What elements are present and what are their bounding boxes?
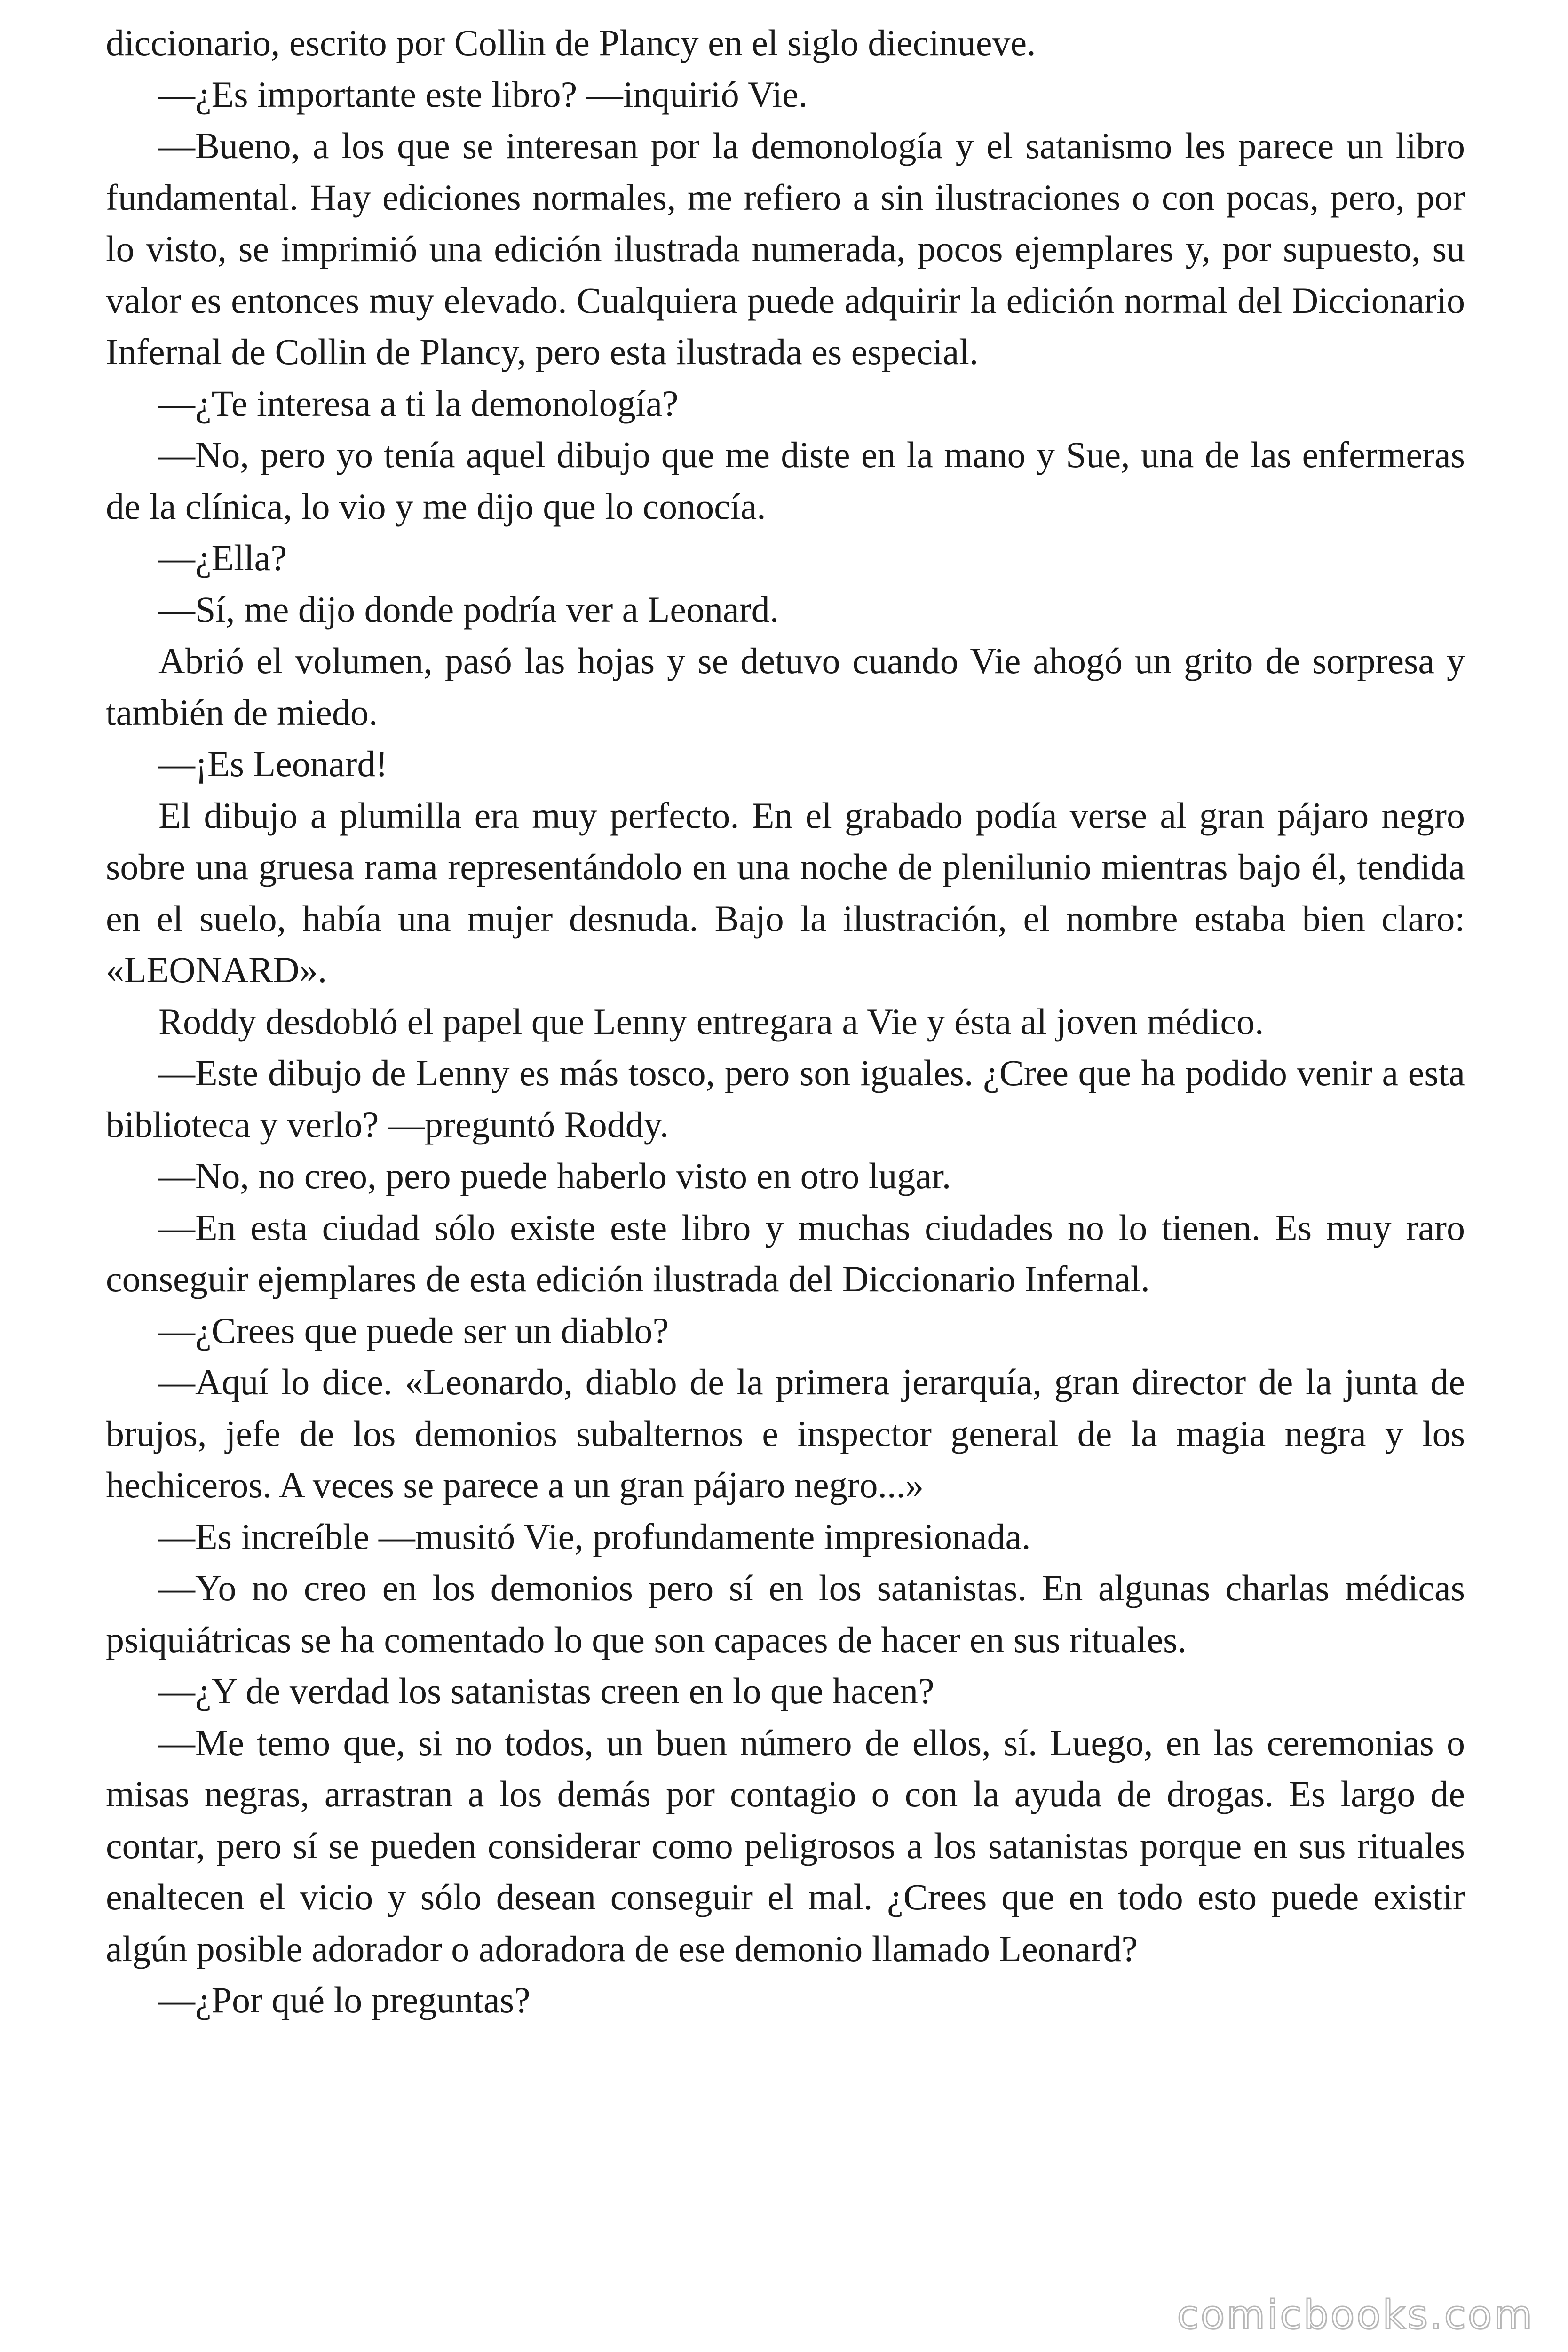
paragraph: El dibujo a plumilla era muy perfecto. En el grabado podía verse al gran pájaro negro sobre una gruesa rama representándolo en una noche de plenilunio mientras bajo él, tendida en el suelo, había una mujer desnuda. Bajo la ilustración, el nombre estaba bien claro: «LEONARD».	[106, 795, 1465, 990]
watermark: comicbooks.com	[1177, 2292, 1534, 2338]
paragraph: —¿Crees que puede ser un diablo?	[158, 1310, 669, 1351]
paragraph: Roddy desdobló el papel que Lenny entregara a Vie y ésta al joven médico.	[158, 1001, 1264, 1042]
paragraph: —No, pero yo tenía aquel dibujo que me diste en la mano y Sue, una de las enfermeras de la clínica, lo vio y me dijo que lo conocía.	[106, 434, 1465, 527]
paragraph: Abrió el volumen, pasó las hojas y se detuvo cuando Vie ahogó un grito de sorpresa y también de miedo.	[106, 640, 1465, 733]
paragraph: —Es increíble —musitó Vie, profundamente impresionada.	[158, 1516, 1031, 1557]
paragraph: —En esta ciudad sólo existe este libro y muchas ciudades no lo tienen. Es muy raro conseguir ejemplares de esta edición ilustrada del Diccionario Infernal.	[106, 1207, 1465, 1299]
paragraph: —Me temo que, si no todos, un buen número de ellos, sí. Luego, en las ceremonias o misas negras, arrastran a los demás por contagio o con la ayuda de drogas. Es largo de contar, pero sí se pueden considerar como peligrosos a los satanistas porque en sus rituales enaltecen el vicio y sólo desean conseguir el mal. ¿Crees que en todo esto puede existir algún posible adorador o adoradora de ese demonio llamado Leonard?	[106, 1722, 1465, 1969]
paragraph: —Bueno, a los que se interesan por la demonología y el satanismo les parece un libro fundamental. Hay ediciones normales, me refiero a sin ilustraciones o con pocas, pero, por lo visto, se imprimió una edición ilustrada numerada, pocos ejemplares y, por supuesto, su valor es entonces muy elevado. Cualquiera puede adquirir la edición normal del Diccionario Infernal de Collin de Plancy, pero esta ilustrada es especial.	[106, 125, 1465, 372]
book-page-text	[106, 17, 1465, 2026]
paragraph: —¿Es importante este libro? —inquirió Vie.	[158, 73, 808, 115]
paragraph: —¿Por qué lo preguntas?	[158, 1979, 531, 2020]
paragraph: —Sí, me dijo donde podría ver a Leonard.	[158, 588, 779, 630]
paragraph: diccionario, escrito por Collin de Plancy en el siglo diecinueve.	[106, 22, 1036, 63]
paragraph: —Este dibujo de Lenny es más tosco, pero son iguales. ¿Cree que ha podido venir a esta biblioteca y verlo? —preguntó Roddy.	[106, 1052, 1465, 1145]
paragraph: —Aquí lo dice. «Leonardo, diablo de la primera jerarquía, gran director de la junta de brujos, jefe de los demonios subalternos e inspector general de la magia negra y los hechiceros. A veces se parece a un gran pájaro negro...»	[106, 1361, 1465, 1505]
paragraph: —No, no creo, pero puede haberlo visto en otro lugar.	[158, 1155, 951, 1196]
paragraph: —¿Te interesa a ti la demonología?	[158, 382, 679, 424]
paragraph: —¿Y de verdad los satanistas creen en lo que hacen?	[158, 1670, 934, 1711]
paragraph: —¡Es Leonard!	[158, 743, 388, 784]
paragraph: —¿Ella?	[158, 537, 287, 578]
paragraph: —Yo no creo en los demonios pero sí en los satanistas. En algunas charlas médicas psiquiátricas se ha comentado lo que son capaces de hacer en sus rituales.	[106, 1567, 1465, 1660]
